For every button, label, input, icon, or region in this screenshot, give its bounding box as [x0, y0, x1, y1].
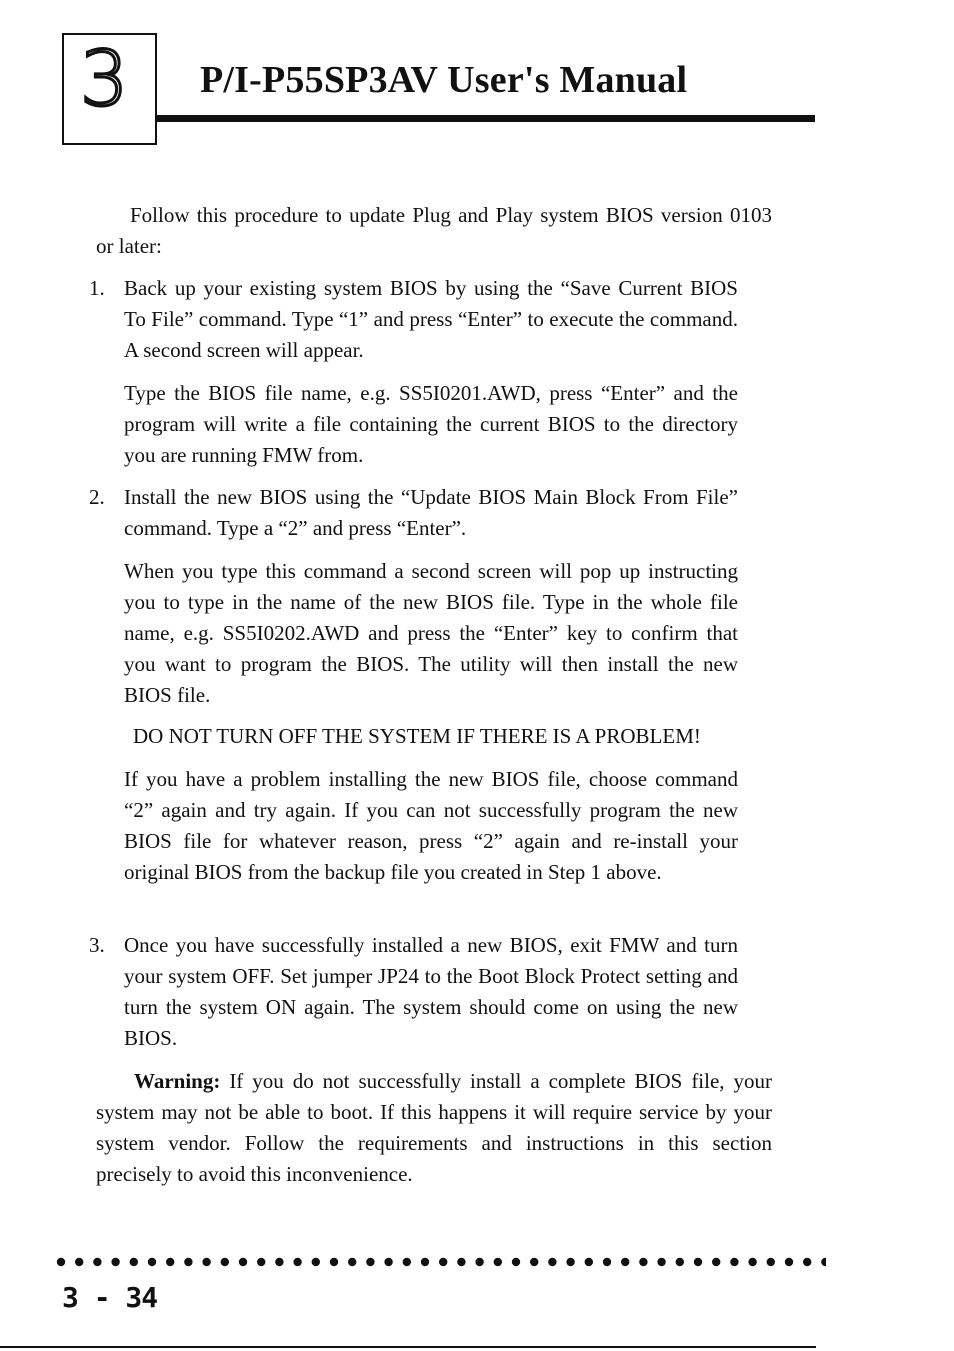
step-1-number: 1.: [89, 276, 105, 300]
chapter-number: 3: [80, 34, 129, 123]
step-2-paragraph-4: If you have a problem installing the new BIOS file, choose command “2” again and try again. If you can not successfully program the new BIOS file for whatever reason, press “2” again and re-install your original BIOS from the backup file you created in Step 1 above.: [124, 767, 738, 884]
page-title: P/I-P55SP3AV User's Manual: [200, 59, 688, 101]
step-2-number: 2.: [89, 485, 105, 509]
header-rule: [157, 115, 815, 122]
step-2-paragraph-1: Install the new BIOS using the “Update BIOS Main Block From File” command. Type a “2” and press “Enter”.: [124, 485, 738, 540]
warning-label: Warning:: [134, 1069, 221, 1093]
caution-notice: DO NOT TURN OFF THE SYSTEM IF THERE IS A PROBLEM!: [133, 724, 701, 748]
bottom-rule: [0, 1346, 816, 1348]
step-2-paragraph-2: When you type this command a second screen will pop up instructing you to type in the name of the new BIOS file. Type in the whole file name, e.g. SS5I0202.AWD and press the “Enter” key to confirm that you want to program the BIOS. The utility will then install the new BIOS file.: [124, 559, 738, 707]
intro-paragraph: Follow this procedure to update Plug and Play system BIOS version 0103 or later:: [96, 203, 772, 258]
dotted-separator: [56, 1252, 826, 1272]
chapter-number-box: [62, 33, 157, 145]
step-3-number: 3.: [89, 933, 105, 957]
warning-paragraph: [96, 1066, 772, 1190]
step-3-paragraph-1: Once you have successfully installed a new BIOS, exit FMW and turn your system OFF. Set jumper JP24 to the Boot Block Protect setting and turn the system ON again. The system should come on using the new BIOS.: [124, 933, 738, 1050]
step-1-paragraph-1: Back up your existing system BIOS by using the “Save Current BIOS To File” command. Type “1” and press “Enter” to execute the command. A second screen will appear.: [124, 276, 738, 362]
warning-text: If you do not successfully install a complete BIOS file, your system may not be able to boot. If this happens it will require service by your system vendor. Follow the requirements and instructions in this section precisely to avoid this inconvenience.: [96, 1069, 772, 1186]
page-number: 3 - 34: [62, 1281, 158, 1314]
step-1-paragraph-2: Type the BIOS file name, e.g. SS5I0201.AWD, press “Enter” and the program will write a file containing the current BIOS to the directory you are running FMW from.: [124, 381, 738, 467]
